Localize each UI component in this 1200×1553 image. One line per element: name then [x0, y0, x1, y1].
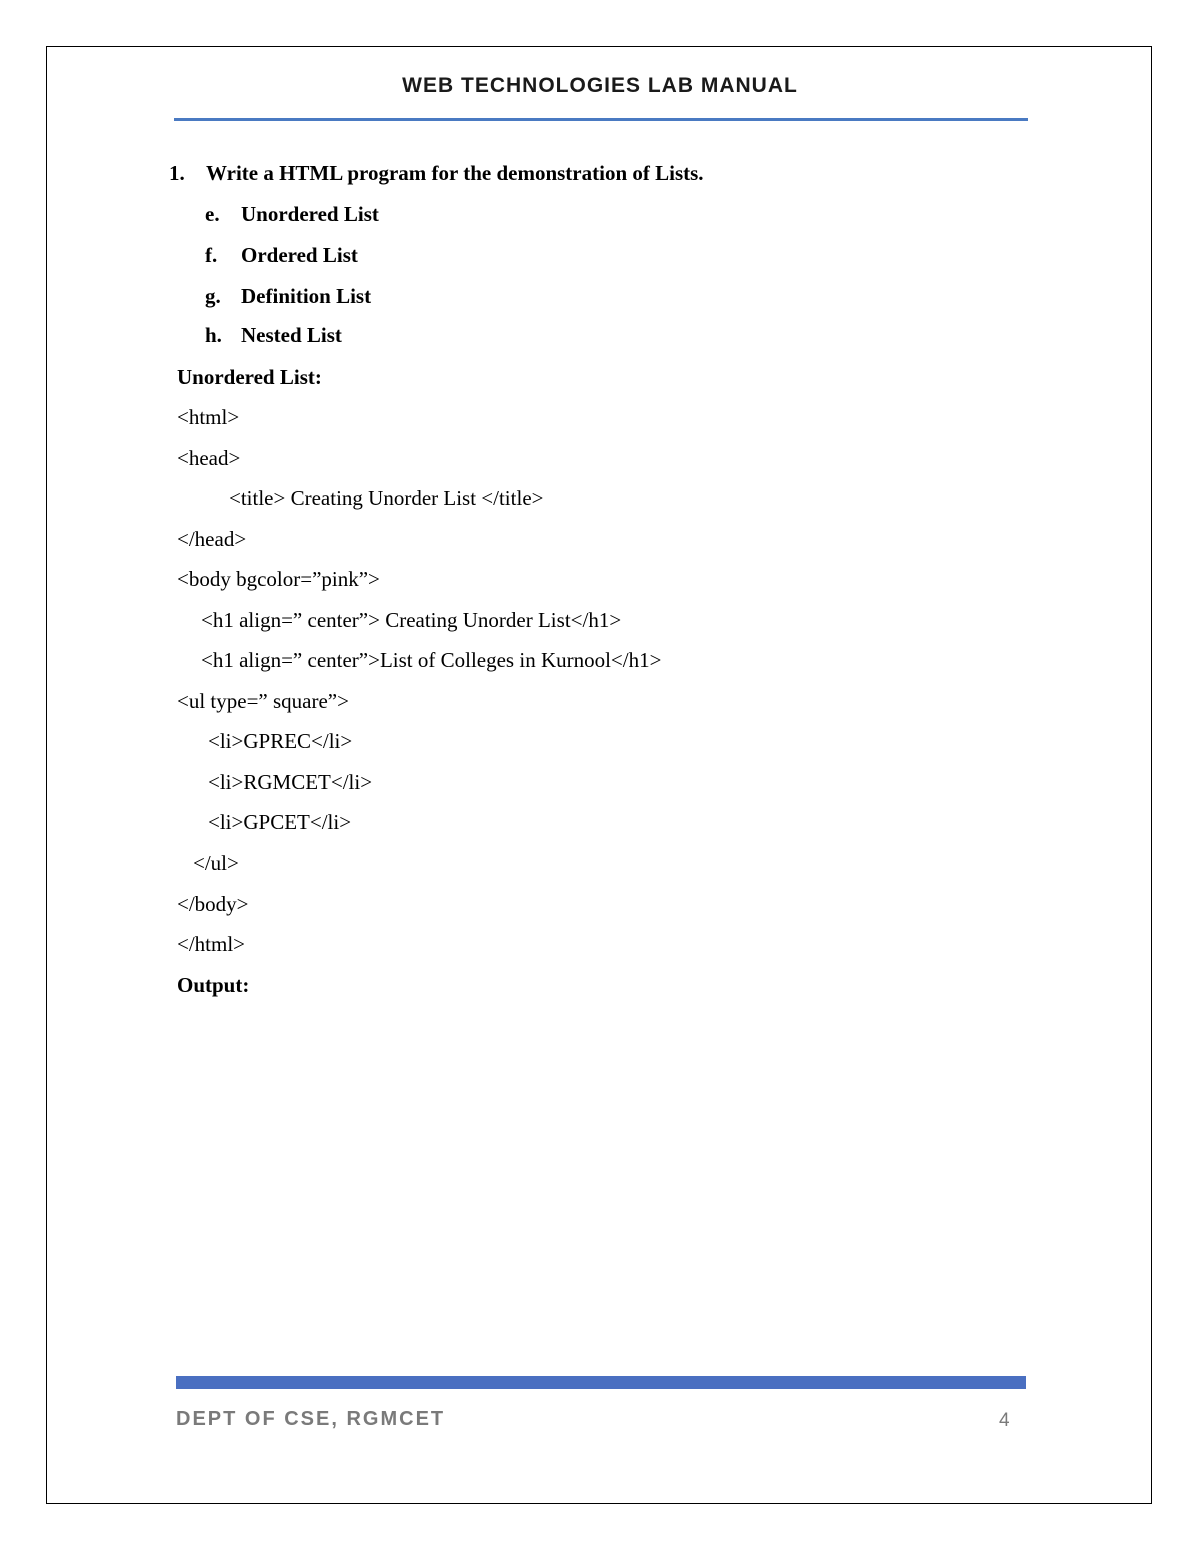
page-number: 4 [999, 1410, 1010, 1431]
subitem-label: Definition List [241, 284, 372, 308]
subitem-letter: e. [205, 202, 220, 226]
code-line: <head> [177, 446, 241, 470]
subitem-letter: g. [205, 284, 221, 308]
code-line: </body> [177, 892, 249, 916]
output-label: Output: [177, 973, 250, 997]
subitem-letter: h. [205, 323, 222, 347]
footer-bar [176, 1376, 1026, 1389]
code-line: <li>GPCET</li> [208, 810, 352, 834]
code-line: <h1 align=” center”> Creating Unorder List</h1> [201, 608, 622, 632]
code-line: <body bgcolor=”pink”> [177, 567, 380, 591]
question-number: 1. [169, 161, 185, 185]
code-line: </head> [177, 527, 247, 551]
code-line: <li>GPREC</li> [208, 729, 353, 753]
code-line: </ul> [193, 851, 239, 875]
header-rule [174, 118, 1028, 121]
code-line: <html> [177, 405, 240, 429]
page-header-title: WEB TECHNOLOGIES LAB MANUAL [402, 74, 798, 97]
question-text: Write a HTML program for the demonstration of Lists. [206, 161, 704, 185]
subitem-label: Nested List [241, 323, 342, 347]
subitem-letter: f. [205, 243, 218, 267]
subitem-label: Unordered List [241, 202, 379, 226]
code-line: <h1 align=” center”>List of Colleges in Kurnool</h1> [201, 648, 662, 672]
section-heading: Unordered List: [177, 365, 322, 389]
code-line: </html> [177, 932, 246, 956]
code-line: <ul type=” square”> [177, 689, 349, 713]
code-line: <title> Creating Unorder List </title> [229, 486, 544, 510]
footer-dept: DEPT OF CSE, RGMCET [176, 1408, 446, 1430]
code-line: <li>RGMCET</li> [208, 770, 373, 794]
subitem-label: Ordered List [241, 243, 358, 267]
